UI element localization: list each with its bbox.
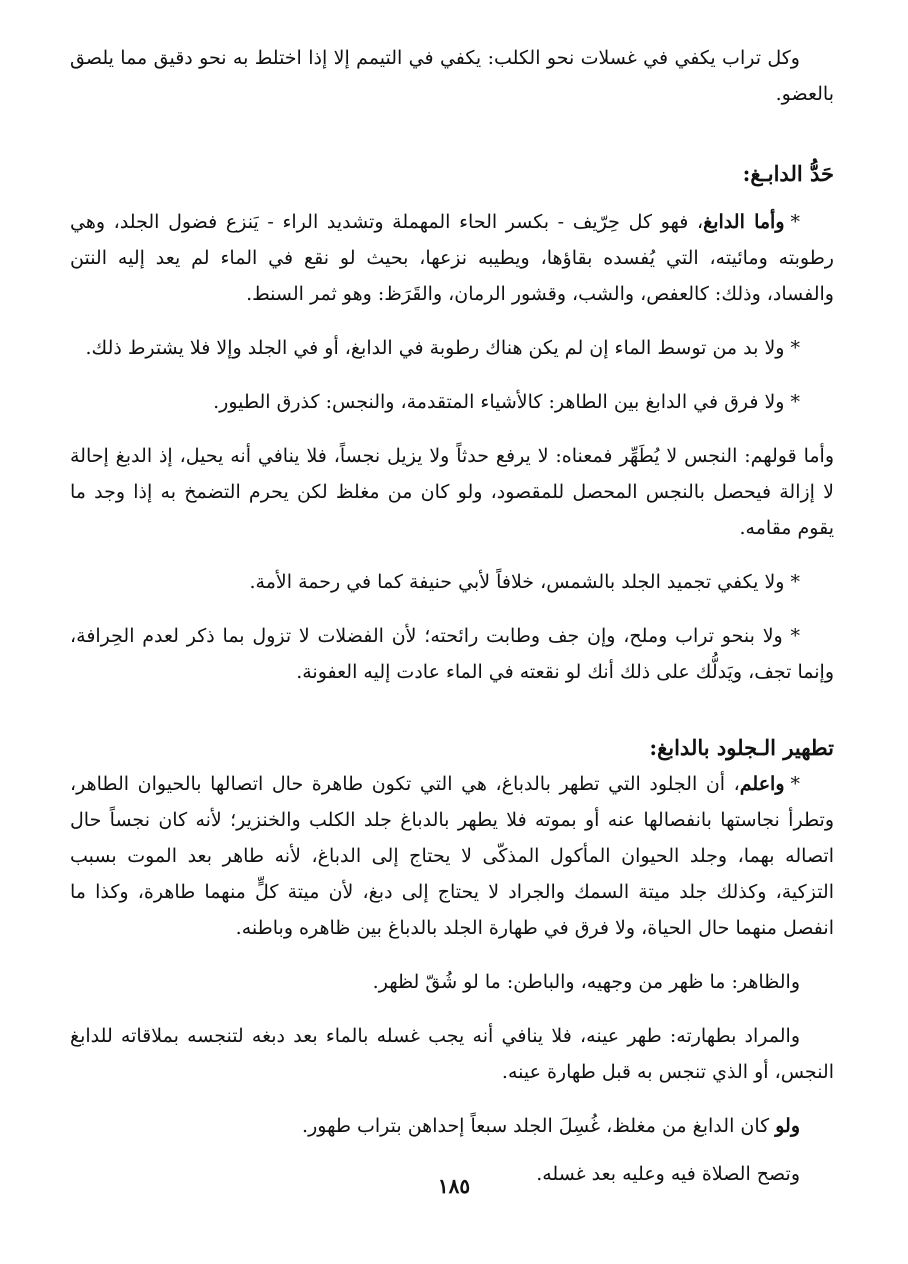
- paragraph-dust: وكل تراب يكفي في غسلات نحو الكلب: يكفي في التيمم إلا إذا اختلط به نحو دقيق مما يلصق بالعضو.: [70, 47, 834, 105]
- keyword-know: واعلم: [739, 773, 785, 795]
- paragraph-sun-drying: * ولا يكفي تجميد الجلد بالشمس، خلافاً لأبي حنيفة كما في رحمة الأمة.: [249, 571, 800, 593]
- heading-tanning-definition: حَدُّ الدابـغ:: [742, 161, 834, 186]
- bullet-star: *: [790, 773, 801, 795]
- paragraph-text: أن الجلود التي تطهر بالدباغ، هي التي تكون طاهرة حال اتصالها بالحيوان الطاهر، وتطرأ نجاستها بانفصالها عنه أو بموته فلا يطهر بالدباغ جلد الكلب والخنزير؛ لأنه كان نجساً حال اتصاله بهما، وجلد الحيوان المأكول المذكّى لا يحتاج إلى الدباغ، لأنه طاهر بعد الموت بسبب التزكية، وكذلك جلد ميتة السمك والجراد لا يحتاج إلى دبغ، لأن ميتة كلٍّ منهما طاهرة، وكذا ما انفصل منهما حال الحياة، ولا فرق في طهارة الجلد بالدباغ بين ظاهره وباطنه.: [70, 773, 834, 939]
- paragraph-text: فهو كل حِرّيف - بكسر الحاء المهملة وتشديد الراء - يَنزع فضول الجلد، وهي رطوبته ومائيته، التي يُفسده بقاؤها، ويطيبه نزعها، بحيث لو نقع في الماء لم يعد إليه النتن والفساد، وذلك: كالعفص، والشب، وقشور الرمان، والقَرَظ: وهو ثمر السنط.: [70, 211, 834, 305]
- paragraph-meaning: والمراد بطهارته: طهر عينه، فلا ينافي أنه يجب غسله بالماء بعد دبغه لتنجسه بملاقاته للدابغ النجس، أو الذي تنجس به قبل طهارة عينه.: [70, 1025, 834, 1083]
- keyword-law: ولو: [775, 1115, 800, 1137]
- keyword-dabigh: وأما الدابغ: [703, 211, 785, 233]
- paragraph-outer-inner: والظاهر: ما ظهر من وجهيه، والباطن: ما لو شُقّ لظهر.: [372, 971, 800, 993]
- paragraph-pure-impure: * ولا فرق في الدابغ بين الطاهر: كالأشياء المتقدمة، والنجس: كذرق الطيور.: [213, 391, 800, 413]
- page-number: ١٨٥: [437, 1174, 471, 1198]
- paragraph-water-mediation: * ولا بد من توسط الماء إن لم يكن هناك رطوبة في الدابغ، أو في الجلد وإلا فلا يشترط ذلك.: [85, 337, 800, 359]
- paragraph-know: *واعلم، أن الجلود التي تطهر بالدباغ، هي التي تكون طاهرة حال اتصالها بالحيوان الطاهر، وتطرأ نجاستها بانفصالها عنه أو بموته فلا يطهر بالدباغ جلد الكلب والخنزير؛ لأنه كان نجساً حال اتصاله بهما، وجلد الحيوان المأكول المذكّى لا يحتاج إلى الدباغ، لأنه طاهر بعد الموت بسبب التزكية، وكذلك جلد ميتة السمك والجراد لا يحتاج إلى دبغ، لأن ميتة كلٍّ منهما طاهرة، وكذا ما انفصل منهما حال الحياة، ولا فرق في طهارة الجلد بالدباغ بين ظاهره وباطنه.: [70, 773, 834, 939]
- page-body: [70, 40, 834, 1192]
- paragraph-tanning-definition: *وأما الدابغ، فهو كل حِرّيف - بكسر الحاء المهملة وتشديد الراء - يَنزع فضول الجلد، وهي رطوبته ومائيته، التي يُفسده بقاؤها، ويطيبه نزعها، بحيث لو نقع في الماء لم يعد إليه النتن والفساد، وذلك: كالعفص، والشب، وقشور الرمان، والقَرَظ: وهو ثمر السنط.: [70, 211, 834, 305]
- paragraph-seven-washes: [70, 1108, 834, 1144]
- bullet-star: *: [790, 211, 800, 233]
- heading-purifying-skins: تطهير الـجلود بالدابغ:: [649, 735, 834, 760]
- paragraph-text: كان الدابغ من مغلظ، غُسِلَ الجلد سبعاً إحداهن بتراب طهور.: [302, 1115, 770, 1137]
- paragraph-prayer: وتصح الصلاة فيه وعليه بعد غسله.: [536, 1163, 800, 1185]
- paragraph-saying: وأما قولهم: النجس لا يُطَهِّر فمعناه: لا يرفع حدثاً ولا يزيل نجساً، فلا ينافي أنه يحيل، إذ الدبغ إحالة لا إزالة فيحصل بالنجس المحصل للمقصود، ولو كان من مغلظ لكن يحرم التضمخ به إذا وجد ما يقوم مقامه.: [70, 445, 834, 539]
- paragraph-dust-salt: * ولا بنحو تراب وملح، وإن جف وطابت رائحته؛ لأن الفضلات لا تزول بما ذكر لعدم الحِرافة، وإنما تجف، ويَدلُّك على ذلك أنك لو نقعته في الماء عادت إليه العفونة.: [70, 625, 834, 683]
